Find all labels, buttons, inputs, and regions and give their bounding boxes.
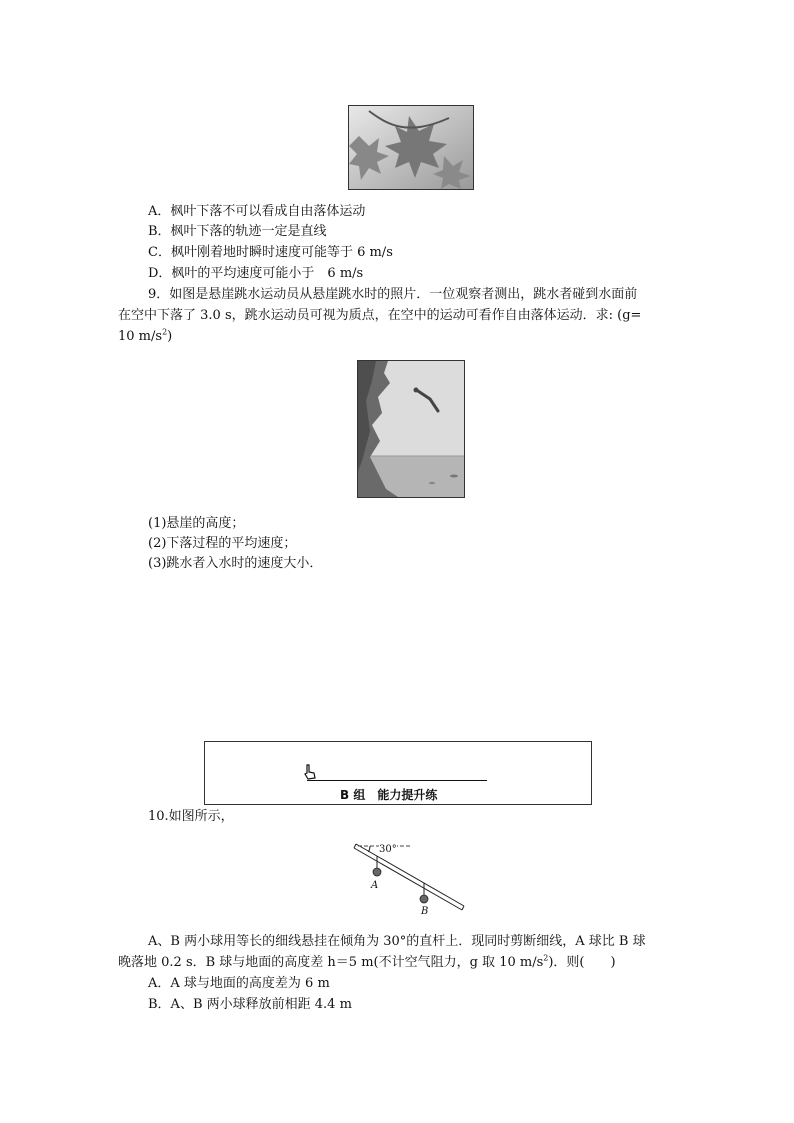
cliff-diving-photo [357,360,465,498]
q8-option-c: C．枫叶刚着地时瞬时速度可能等于 6 m/s [148,245,393,260]
q9-subquestion-3: (3)跳水者入水时的速度大小． [148,556,323,571]
q9-stem-line1: 9．如图是悬崖跳水运动员从悬崖跳水时的照片．一位观察者测出，跳水者碰到水面前 [148,287,638,302]
q8-option-a: A．枫叶下落不可以看成自由落体运动 [148,204,366,219]
maple-leaf-image [349,106,473,189]
hand-pointer-icon [303,764,317,780]
ball-a [373,868,381,876]
q8-option-d: D．枫叶的平均速度可能小于 6 m/s [148,266,364,281]
q10-stem-line2-text: 晚落地 0.2 s．B 球与地面的高度差 h＝5 m(不计空气阻力，g 取 10 m/s [118,955,544,970]
ball-b [420,895,428,903]
ball-b-label: B [421,906,429,917]
q9-subquestion-2: (2)下落过程的平均速度； [148,536,297,551]
q9-g-value: 10 m/s [118,329,163,344]
q9-stem-line3 [118,328,172,346]
inclined-rod [354,844,464,910]
q9-stem-line2: 在空中下落了 3.0 s，跳水运动员可视为质点，在空中的运动可看作自由落体运动．求: (g= [118,308,642,323]
section-b-title: B 组 能力提升练 [340,788,438,802]
ball-a-label: A [371,880,379,891]
q10-option-a: A．A 球与地面的高度差为 6 m [148,976,330,991]
q10-option-b: B．A、B 两小球释放前相距 4.4 m [148,997,352,1012]
q9-g-close: ) [167,329,173,344]
inclined-rod-diagram [350,838,470,922]
section-b-rule [307,780,487,781]
maple-leaf-photo [348,105,474,190]
q8-option-b: B．枫叶下落的轨迹一定是直线 [148,224,327,239]
q9-g-exponent: 2 [162,327,168,337]
q9-subquestion-1: (1)悬崖的高度； [148,516,245,531]
angle-label: 30° [379,844,397,855]
cliff-diving-image [358,361,464,497]
q10-stem-line1: A、B 两小球用等长的细线悬挂在倾角为 30°的直杆上．现同时剪断细线，A 球比 B 球 [148,934,646,949]
q10-intro: 10.如图所示， [148,809,234,824]
q10-stem-line2-end: )．则( ) [548,955,616,970]
q10-stem-line2 [118,954,616,972]
angle-arc [368,846,370,852]
q10-g-exponent: 2 [543,953,549,963]
